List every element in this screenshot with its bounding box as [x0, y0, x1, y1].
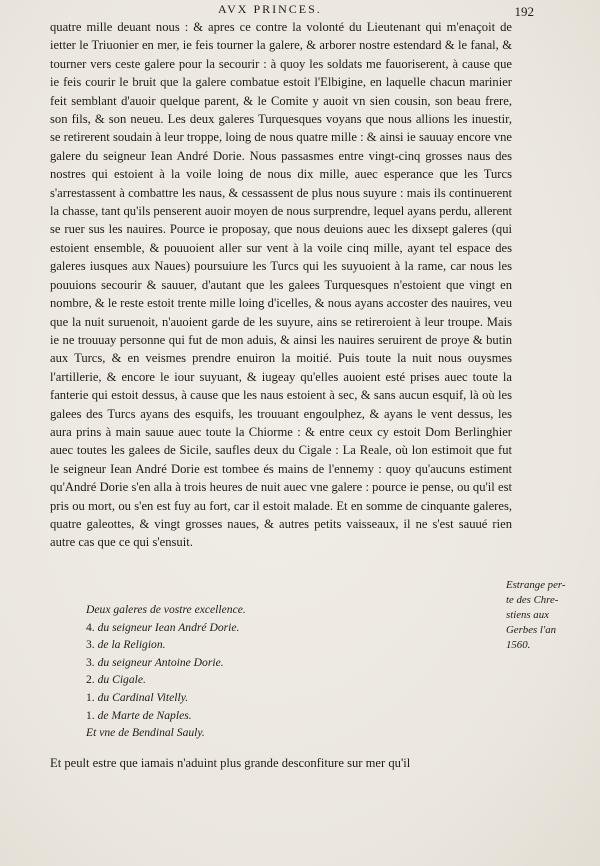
galley-count: 1.	[86, 708, 95, 722]
margin-note-line: 1560.	[506, 639, 531, 651]
galley-owner: Deux galeres de vostre excellence.	[86, 603, 246, 616]
galley-owner: du Cardinal Vitelly.	[97, 690, 189, 704]
galley-owner: du Cigale.	[97, 673, 146, 687]
galley-list-item	[86, 636, 246, 654]
galley-count: 1.	[86, 690, 95, 704]
body-paragraph: quatre mille deuant nous : & apres ce contre la volonté du Lieutenant qui m'enaçoit de ietter le Triuonier en mer, ie feis tourner la galere, & arborer nostre estendard & le fanal, & tourner vers ceste galere pour la secourir : à quoy les soldats me fauoriserent, à cause que ie feis courir le bruit que la galere combatue estoit l'Elbigine, en laquelle chacun marinier feit semblant d'auoir quelque parent, & le Comite y auoit vn sien cousin, son beau frere, son fils, & son neueu. Les deux galeres Turquesques voyans que nous allions les inuestir, se retirerent soudain à leur troppe, loing de nous quatre mille : & ainsi ie sauuay encore vne galere du seigneur Iean André Dorie. Nous passasmes entre vingt-cinq grosses naus des nostres qui estoient à la voile loing de nous dix mille, auec esperance que les Turcs s'arrestassent à combattre les naus, & cessassent de plus nous suyure : mais ils continuerent la chasse, tant qu'ils penserent auoir moyen de nous surprendre, lequel ayans perdu, allerent se ruer sus les nauires. Pource ie proposay, que nous deuions auec les dixsept galeres (qui estoient ensemble, & pouuoient aller sur vent à la voile cinq mille, ayant tel espace des galeres iusques aux Naues) poursuiure les Turcs qui les suyuoient à la rame, car nous les pouuions secourir & sauuer, d'autant que les galees Turquesques n'estoient que vingt en nombre, & le reste estoit trente mille loing d'icelles, & nous ayans accoster des nauires, veu que la nuit suruenoit, n'auoient garde de les suyure, ains se retireroient à leur troupe. Mais ie ne trouuay personne qui fut de mon aduis, & ainsi les nauires seruirent de proye & butin aux Turcs, & en veismes prendre enuiron la moitié. Puis toute la nuit nous ouysmes l'artillerie, & encore le iour suyuant, & iugeay qu'elles auoient esté prises auec toute la fanterie qui estoit dessus, à cause que les naus estoient à sec, & sans aucun esquif, là où les galees des Turcs ayans des esquifs, les trouuant engoulphez, & ayans le vent dessus, les aura prins à main sauue auec toute la Chiorme : & entre ceux cy estoit Dom Berlinghier auec toutes les galees de Sicile, saufles deux du Cigale : La Reale, où lon estimoit que fut le seigneur Iean André Dorie est tombee és mains de l'ennemy : quoy qu'aucuns estiment qu'André Dorie s'en alla à trois heures de nuit auec vne galere : pource ie pense, ou qu'il est pris ou mort, ou s'en est fuy au fort, car il estoit malade. Et en somme de cinquante galeres, quatre galeottes, & vingt grosses naues, & autres petits vaisseaux, il ne s'est sauué rien autre cas que ce qui s'ensuit.	[50, 20, 512, 550]
galley-list-item	[86, 671, 246, 689]
galley-list-item	[86, 724, 246, 742]
margin-note-line: stiens aux	[506, 609, 549, 621]
galley-list-item	[86, 689, 246, 707]
galley-count: 2.	[86, 673, 95, 687]
galley-list-item	[86, 707, 246, 725]
galley-owner: de la Religion.	[97, 638, 166, 652]
margin-note-line: Gerbes l'an	[506, 624, 556, 636]
body-text	[50, 18, 512, 552]
closing-line: Et peult estre que iamais n'aduint plus grande desconfiture sur mer qu'il	[50, 756, 411, 770]
margin-note-line: Estrange per-	[506, 579, 566, 591]
galley-owner: du seigneur Antoine Dorie.	[97, 655, 224, 669]
galley-count: 3.	[86, 638, 95, 652]
page-number: 192	[514, 4, 534, 19]
surviving-galleys-list	[86, 601, 246, 742]
galley-owner: du seigneur Iean André Dorie.	[97, 620, 240, 634]
margin-note	[506, 578, 596, 653]
galley-list-item	[86, 601, 246, 619]
galley-list-item	[86, 654, 246, 672]
galley-count: 4.	[86, 620, 95, 634]
galley-owner: de Marte de Naples.	[97, 708, 192, 722]
galley-owner: Et vne de Bendinal Sauly.	[86, 726, 205, 740]
galley-list-item	[86, 619, 246, 637]
galley-count: 3.	[86, 655, 95, 669]
margin-note-line: te des Chre-	[506, 594, 559, 606]
running-head: AVX PRINCES.	[218, 2, 322, 16]
